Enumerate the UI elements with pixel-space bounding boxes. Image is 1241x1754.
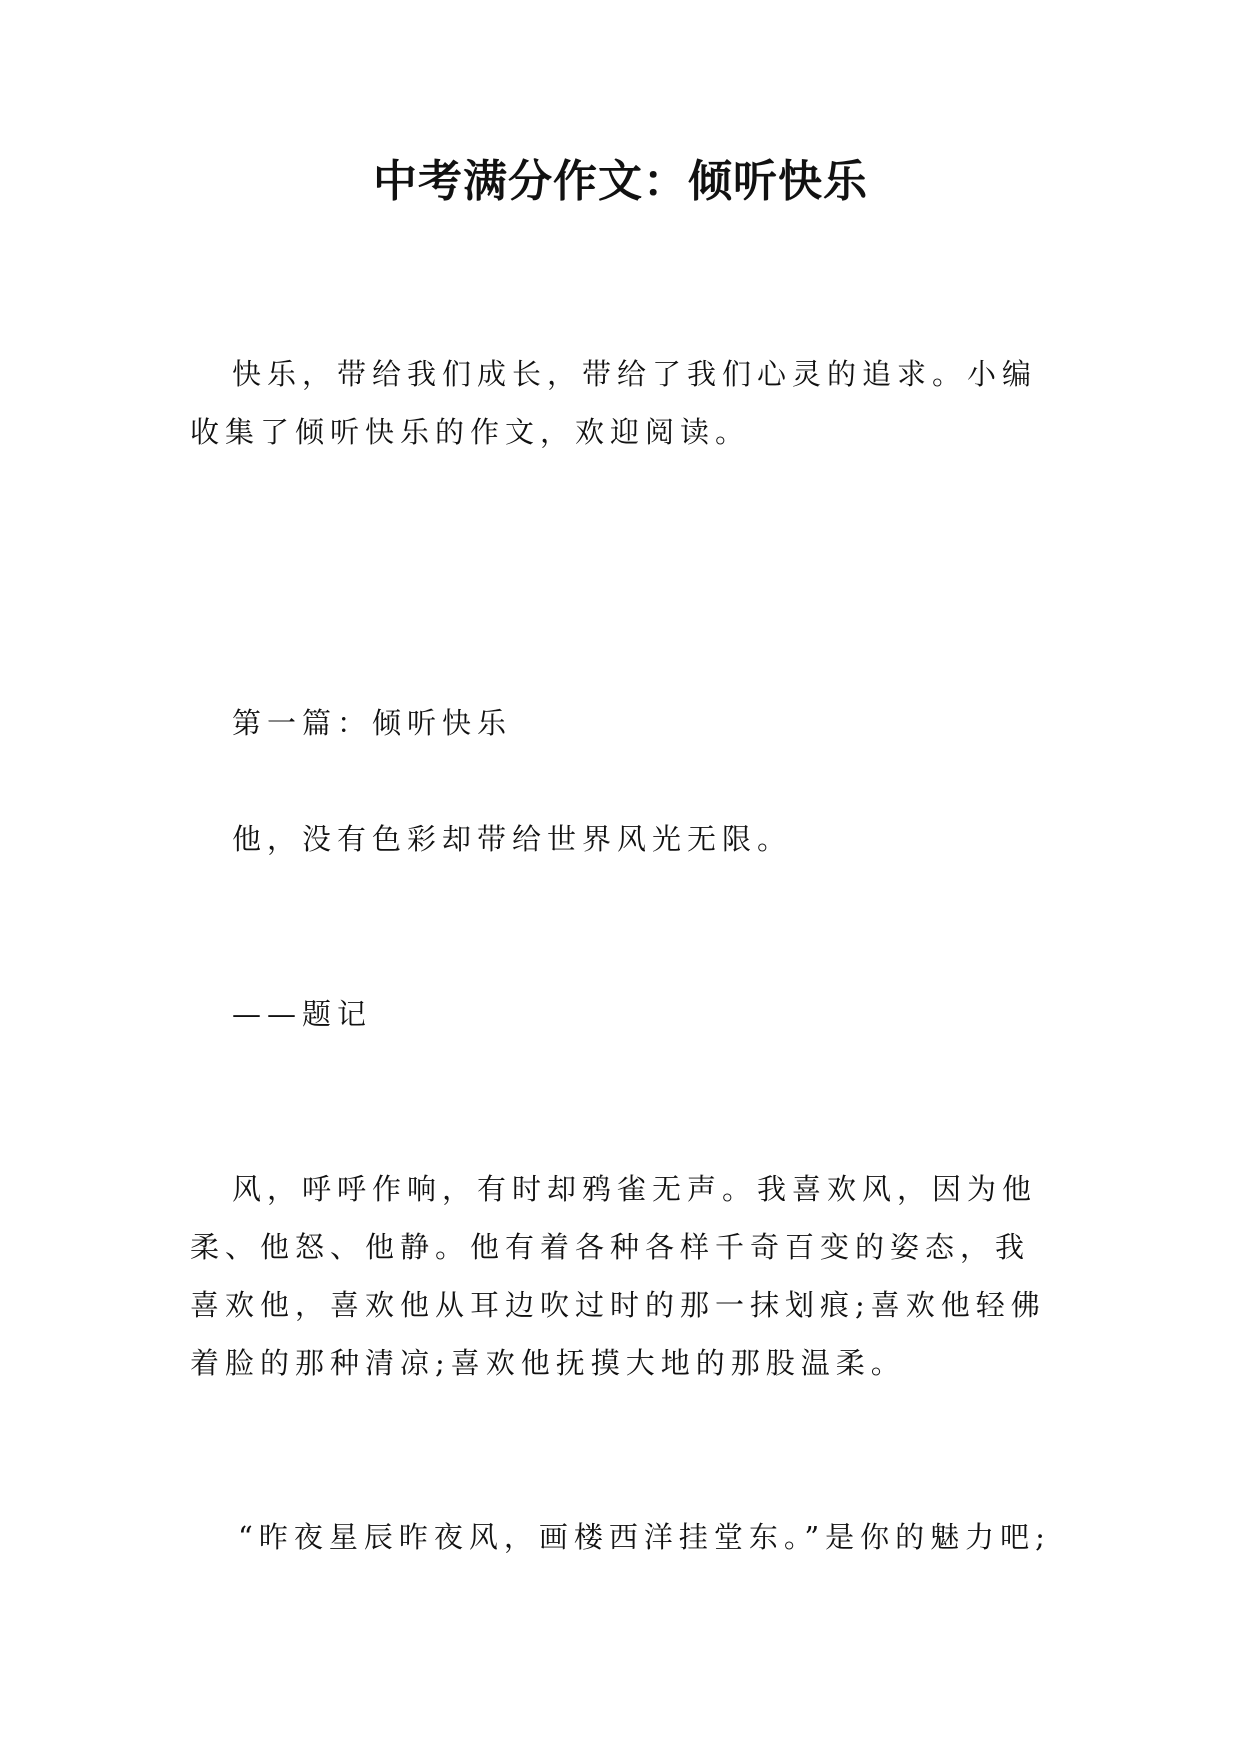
document-title: 中考满分作文：倾听快乐 [373, 156, 868, 207]
epigraph-attribution: ——题记 [232, 997, 373, 1031]
epigraph-line: 他，没有色彩却带给世界风光无限。 [232, 822, 793, 856]
quote-paragraph: “昨夜星辰昨夜风，画楼西洋挂堂东。”是你的魅力吧; [238, 1520, 1051, 1554]
body-paragraph: 风，呼呼作响，有时却鸦雀无声。我喜欢风，因为他柔、他怒、他静。他有着各种各样千奇百变的姿态，我喜欢他，喜欢他从耳边吹过时的那一抹划痕;喜欢他轻佛着脸的那种清凉;喜欢他抚摸大地的那股温柔。 [190, 1172, 1046, 1380]
section-heading: 第一篇：倾听快乐 [232, 706, 513, 740]
intro-paragraph: 快乐，带给我们成长，带给了我们心灵的追求。小编收集了倾听快乐的作文，欢迎阅读。 [190, 357, 1038, 449]
